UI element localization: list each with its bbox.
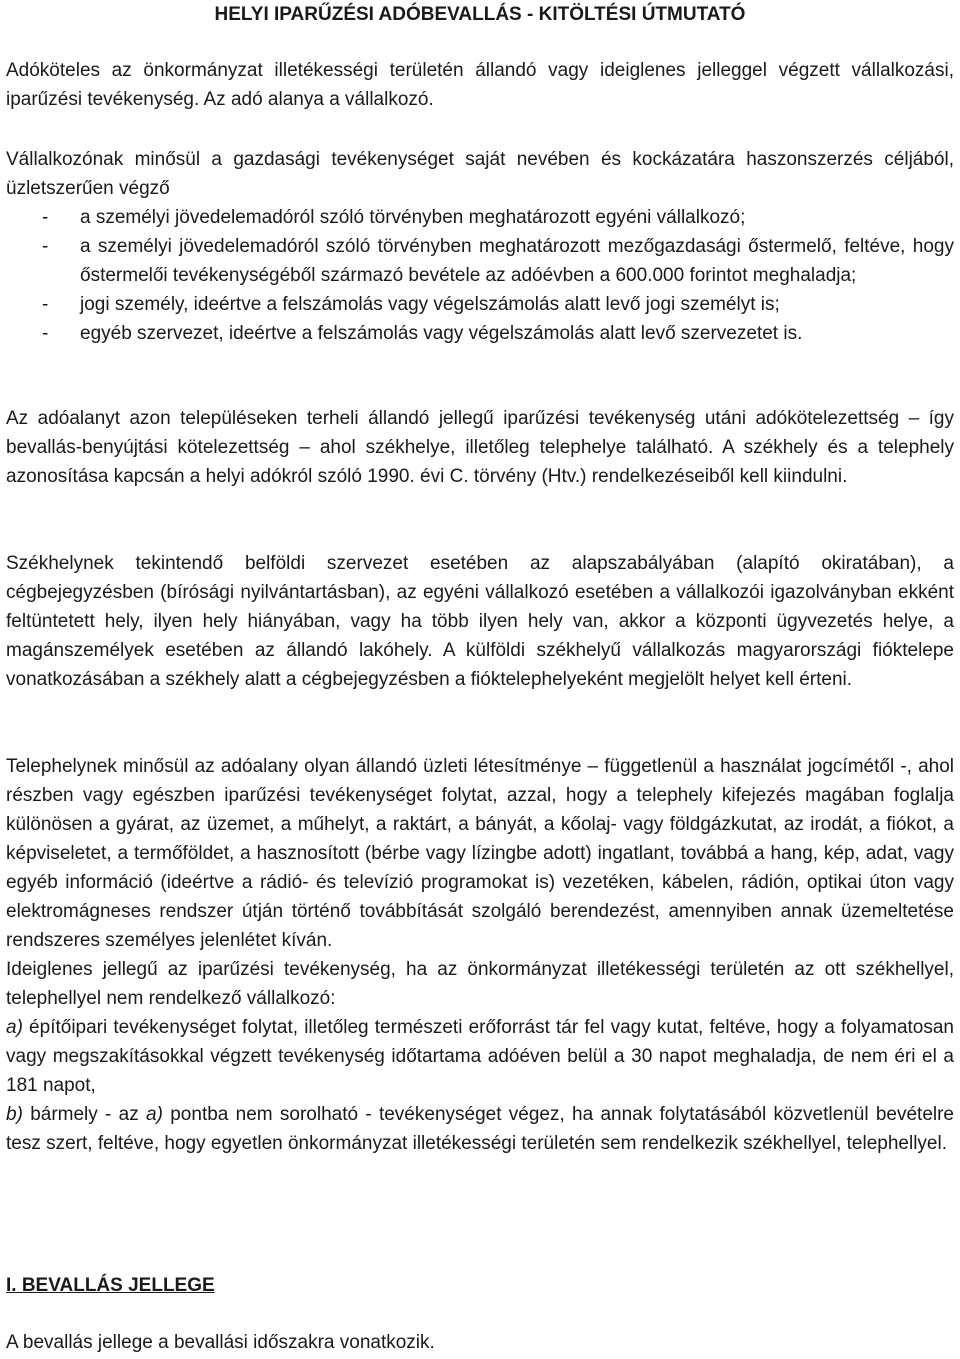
- point-a-label: a): [6, 1017, 23, 1038]
- section-heading: I. BEVALLÁS JELLEGE: [6, 1275, 215, 1296]
- site-paragraph: Telephelynek minősül az adóalany olyan állandó üzleti létesítménye – függetlenül a használat jogcímétől -, ahol részben vagy egészben iparűzési tevékenységet folytat, azzal, hogy a telephely kifejezés magában foglalja különösen a gyárat, az üzemet, a műhelyt, a raktárt, a bányát, a kőolaj- vagy földgázkutat, az irodát, a fiókot, a képviseletet, a termőföldet, a hasznosított (bérbe vagy lízingbe adott) ingatlant, továbbá a hang, kép, adat, vagy egyéb információ (ideértve a rádió- és televízió programokat is) vezetéken, kábelen, rádión, optikai úton vagy elektromágneses rendszer útján történő továbbítását szolgáló berendezést, amennyiben annak üzemeltetése rendszeres személyes jelenlétet kíván.: [6, 756, 954, 951]
- temporary-lead-paragraph: Ideiglenes jellegű az iparűzési tevékenység, ha az önkormányzat illetékességi területén az ott székhellyel, telephellyel nem rendelkező vállalkozó:: [6, 959, 954, 1009]
- point-b-text-2: pontba nem sorolható - tevékenységet végez, ha annak folytatásából közvetlenül bevételre tesz szert, feltéve, hogy egyetlen önkormányzat illetékességi területén sem rendelkezik székhellyel, telephellyel.: [6, 1104, 955, 1154]
- dash-bullet: -: [42, 294, 49, 315]
- dash-bullet: -: [42, 323, 49, 344]
- point-b-label: b): [6, 1104, 23, 1125]
- list-item: [6, 203, 954, 232]
- list-item-text: jogi személy, ideértve a felszámolás vagy végelszámolás alatt levő jogi személyt is;: [80, 294, 780, 315]
- document-title: HELYI IPARŰZÉSI ADÓBEVALLÁS - KITÖLTÉSI ÚTMUTATÓ: [214, 4, 746, 25]
- list-item: [6, 319, 954, 348]
- entrepreneur-lead-paragraph: Vállalkozónak minősül a gazdasági tevékenységet saját nevében és kockázatára haszonszerzés céljából, üzletszerűen végző: [6, 149, 954, 199]
- list-item: [6, 290, 954, 319]
- temporary-point-a: [6, 1013, 954, 1100]
- temporary-activity-block: [6, 955, 954, 1158]
- list-item-text: egyéb szervezet, ideértve a felszámolás vagy végelszámolás alatt levő szervezetet is.: [80, 323, 803, 344]
- intro-paragraph: Adóköteles az önkormányzat illetékességi területén állandó vagy ideiglenes jelleggel végzett vállalkozási, iparűzési tevékenység. Az adó alanya a vállalkozó.: [6, 60, 954, 110]
- point-b-text-1: bármely - az: [22, 1104, 147, 1125]
- seat-paragraph: Székhelynek tekintendő belföldi szervezet esetében az alapszabályában (alapító okiratában), a cégbejegyzésben (bírósági nyilvántartásban), az egyéni vállalkozó esetében a vállalkozói igazolványban ekként feltüntetett hely, ilyen hely hiányában, vagy ha több ilyen hely van, akkor a központi ügyvezetés helye, a magánszemélyek esetében az állandó lakóhely. A külföldi székhelyű vállalkozás magyarországi fióktelepe vonatkozásában a székhely alatt a cégbejegyzésben a fióktelephelyeként megjelölt helyet kell érteni.: [6, 553, 954, 690]
- list-item-text: a személyi jövedelemadóról szóló törvényben meghatározott mezőgazdasági őstermelő, feltéve, hogy őstermelői tevékenységéből származó bevétele az adóévben a 600.000 forintot meghaladja;: [80, 236, 954, 286]
- section-paragraph: A bevallás jellege a bevallási időszakra vonatkozik.: [6, 1332, 435, 1353]
- list-item: [6, 232, 954, 290]
- list-item-text: a személyi jövedelemadóról szóló törvényben meghatározott egyéni vállalkozó;: [80, 207, 746, 228]
- obligation-paragraph: Az adóalanyt azon településeken terheli állandó jellegű iparűzési tevékenység utáni adókötelezettség – így bevallás-benyújtási kötelezettség – ahol székhelye, illetőleg telephelye található. A székhely és a telephely azonosítása kapcsán a helyi adókról szóló 1990. évi C. törvény (Htv.) rendelkezéseiből kell kiindulni.: [6, 408, 954, 487]
- point-b-reference: a): [146, 1104, 163, 1125]
- dash-bullet: -: [42, 236, 49, 257]
- temporary-point-b: [6, 1100, 954, 1158]
- dash-bullet: -: [42, 207, 49, 228]
- point-a-text: építőipari tevékenységet folytat, illetőleg természeti erőforrást tár fel vagy kutat, feltéve, hogy a folyamatosan vagy megszakításokkal végzett tevékenység időtartama adóéven belül a 30 napot meghaladja, de nem éri el a 181 napot,: [6, 1017, 954, 1096]
- entrepreneur-list: [6, 203, 954, 348]
